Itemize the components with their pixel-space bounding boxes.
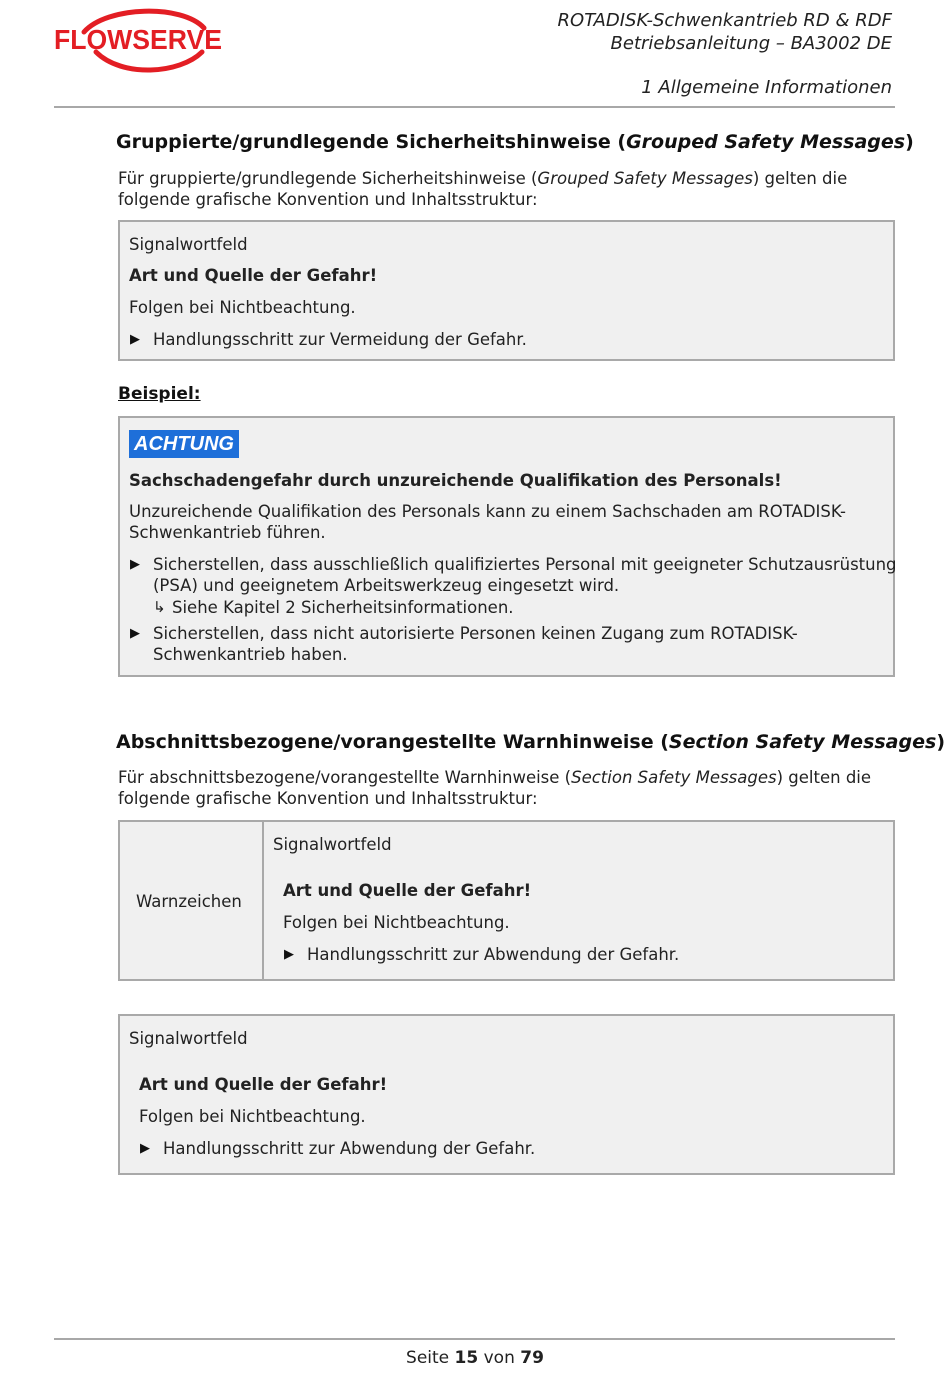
warning-symbol-label: Warnzeichen [136, 892, 242, 911]
section1-intro: Für gruppierte/grundlegende Sicherheitshinweise (Grouped Safety Messages) gelten die folgende grafische Konvention und Inhaltsstruktur: [118, 169, 848, 209]
hazard-title: Art und Quelle der Gefahr! [129, 266, 378, 285]
example-hazard-title: Sachschadengefahr durch unzureichende Qualifikation des Personals! [129, 471, 782, 490]
step-arrow-icon: ▶ [130, 557, 140, 572]
example-reference: Siehe Kapitel 2 Sicherheitsinformationen. [172, 598, 514, 617]
step-arrow-icon: ▶ [130, 626, 140, 641]
consequence-text: Folgen bei Nichtbeachtung. [139, 1107, 366, 1126]
action-step: Handlungsschritt zur Vermeidung der Gefahr. [153, 330, 527, 349]
consequence-text: Folgen bei Nichtbeachtung. [129, 298, 356, 317]
step-arrow-icon: ▶ [140, 1141, 150, 1156]
section-message-template-with-symbol [118, 820, 895, 981]
header-rule [54, 106, 895, 108]
example-label: Beispiel: [118, 384, 201, 404]
consequence-text: Folgen bei Nichtbeachtung. [283, 913, 510, 932]
action-step: Handlungsschritt zur Abwendung der Gefahr. [163, 1139, 536, 1158]
example-text-line2: Schwenkantrieb führen. [129, 523, 326, 542]
page-number: Seite 15 von 79 [406, 1348, 544, 1368]
header-chapter: 1 Allgemeine Informationen [641, 77, 892, 98]
signal-word-badge: ACHTUNG [129, 430, 239, 458]
example-text-line1: Unzureichende Qualifikation des Personals kann zu einem Sachschaden am ROTADISK- [129, 502, 846, 521]
header-manual: Betriebsanleitung – BA3002 DE [610, 33, 892, 54]
example-step1-line1: Sicherstellen, dass ausschließlich qualifiziertes Personal mit geeigneter Schutzausrüstung [153, 555, 897, 574]
grouped-message-template [118, 220, 895, 361]
hazard-title: Art und Quelle der Gefahr! [139, 1075, 388, 1094]
reference-arrow-icon: ↳ [153, 598, 166, 616]
header-product: ROTADISK-Schwenkantrieb RD & RDF [557, 10, 892, 31]
step-arrow-icon: ▶ [284, 947, 294, 962]
section1-heading: Gruppierte/grundlegende Sicherheitshinweise (Grouped Safety Messages) [116, 131, 914, 153]
signal-word-field: Signalwortfeld [129, 235, 248, 254]
action-step: Handlungsschritt zur Abwendung der Gefahr. [307, 945, 680, 964]
hazard-title: Art und Quelle der Gefahr! [283, 881, 532, 900]
step-arrow-icon: ▶ [130, 332, 140, 347]
example-step2-line1: Sicherstellen, dass nicht autorisierte Personen keinen Zugang zum ROTADISK- [153, 624, 798, 643]
section2-heading: Abschnittsbezogene/vorangestellte Warnhinweise (Section Safety Messages) [116, 731, 945, 753]
logo-text: FLOWSERVE [54, 24, 222, 55]
section-message-template [118, 1014, 895, 1175]
signal-word-field: Signalwortfeld [273, 835, 392, 854]
footer-rule [54, 1338, 895, 1340]
warning-symbol-cell [120, 822, 264, 979]
signal-word-field: Signalwortfeld [129, 1029, 248, 1048]
section2-intro: Für abschnittsbezogene/vorangestellte Warnhinweise (Section Safety Messages) gelten die folgende grafische Konvention und Inhaltsstruktur: [118, 768, 872, 808]
flowserve-logo [52, 8, 227, 74]
example-step1-line2: (PSA) und geeignetem Arbeitswerkzeug eingesetzt wird. [153, 576, 620, 595]
example-warning-box [118, 416, 895, 677]
example-step2-line2: Schwenkantrieb haben. [153, 645, 348, 664]
